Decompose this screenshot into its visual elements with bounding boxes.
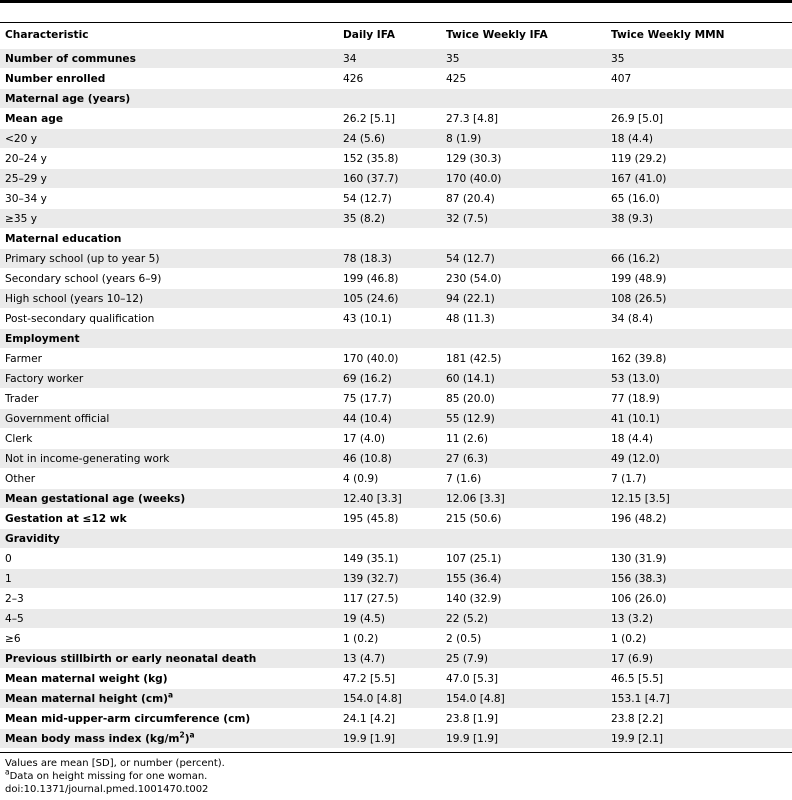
- table-row: [0, 328, 792, 348]
- row-label: [5, 332, 80, 346]
- row-label-text: Gravidity: [5, 533, 60, 545]
- row-label: [5, 192, 47, 206]
- row-label: [5, 432, 32, 446]
- twice-weekly-mmn-value: 41 (10.1): [611, 413, 660, 425]
- row-label-text: Maternal education: [5, 233, 122, 245]
- footnote-a-text: Data on height missing for one woman.: [9, 771, 208, 782]
- twice-weekly-mmn-value: 18 (4.4): [611, 433, 653, 445]
- daily-ifa-value: 43 (10.1): [343, 313, 392, 325]
- twice-weekly-mmn-value: 35: [611, 53, 625, 65]
- table-row: [0, 48, 792, 68]
- footnote-marker: a: [189, 730, 195, 740]
- row-label: [5, 152, 47, 166]
- row-label: [5, 212, 37, 226]
- twice-weekly-ifa-value: 23.8 [1.9]: [446, 713, 499, 725]
- daily-ifa-value: 4 (0.9): [343, 473, 379, 485]
- twice-weekly-mmn-value: 77 (18.9): [611, 393, 660, 405]
- row-label-text: 20–24 y: [5, 153, 47, 165]
- table-row: [0, 468, 792, 488]
- row-label-text: 30–34 y: [5, 193, 47, 205]
- twice-weekly-ifa-value: 54 (12.7): [446, 253, 495, 265]
- table-row: [0, 688, 792, 708]
- daily-ifa-value: 160 (37.7): [343, 173, 399, 185]
- twice-weekly-mmn-value: 65 (16.0): [611, 193, 660, 205]
- table-row: [0, 668, 792, 688]
- daily-ifa-value: 35 (8.2): [343, 213, 385, 225]
- table-row: [0, 708, 792, 728]
- twice-weekly-ifa-value: 8 (1.9): [446, 133, 482, 145]
- daily-ifa-value: 199 (46.8): [343, 273, 399, 285]
- row-label: [5, 632, 21, 646]
- twice-weekly-ifa-value: 19.9 [1.9]: [446, 733, 499, 745]
- header-daily-ifa: Daily IFA: [343, 29, 395, 41]
- table-row: [0, 548, 792, 568]
- daily-ifa-value: 117 (27.5): [343, 593, 399, 605]
- twice-weekly-ifa-value: 48 (11.3): [446, 313, 495, 325]
- row-label: [5, 552, 12, 566]
- table-row: [0, 488, 792, 508]
- twice-weekly-mmn-value: 130 (31.9): [611, 553, 667, 565]
- row-label-text: Government official: [5, 413, 110, 425]
- twice-weekly-ifa-value: 181 (42.5): [446, 353, 502, 365]
- row-label: [5, 292, 143, 306]
- daily-ifa-value: 34: [343, 53, 357, 65]
- row-label-text: Mean mid-upper-arm circumference (cm): [5, 713, 251, 725]
- row-label: [5, 612, 24, 626]
- row-label-text: Employment: [5, 333, 80, 345]
- twice-weekly-ifa-value: 94 (22.1): [446, 293, 495, 305]
- twice-weekly-mmn-value: 407: [611, 73, 632, 85]
- twice-weekly-ifa-value: 27.3 [4.8]: [446, 113, 499, 125]
- twice-weekly-ifa-value: 55 (12.9): [446, 413, 495, 425]
- twice-weekly-mmn-value: 46.5 [5.5]: [611, 673, 664, 685]
- row-label-text: Post-secondary qualification: [5, 313, 155, 325]
- row-label: [5, 232, 121, 246]
- twice-weekly-mmn-value: 12.15 [3.5]: [611, 493, 670, 505]
- row-label: [5, 592, 24, 606]
- twice-weekly-mmn-value: 7 (1.7): [611, 473, 647, 485]
- twice-weekly-mmn-value: 13 (3.2): [611, 613, 653, 625]
- twice-weekly-ifa-value: 155 (36.4): [446, 573, 502, 585]
- twice-weekly-ifa-value: 154.0 [4.8]: [446, 693, 505, 705]
- row-label: [5, 732, 195, 746]
- row-label-text: 1: [5, 573, 12, 585]
- daily-ifa-value: 44 (10.4): [343, 413, 392, 425]
- twice-weekly-mmn-value: 18 (4.4): [611, 133, 653, 145]
- table-row: [0, 148, 792, 168]
- row-label-text: Number of communes: [5, 53, 136, 65]
- row-label-text: Mean maternal weight (kg): [5, 673, 168, 685]
- twice-weekly-mmn-value: 1 (0.2): [611, 633, 647, 645]
- daily-ifa-value: 19.9 [1.9]: [343, 733, 396, 745]
- table-row: [0, 408, 792, 428]
- table-row: [0, 88, 792, 108]
- table-row: [0, 608, 792, 628]
- header-twice-weekly-mmn: Twice Weekly MMN: [611, 29, 725, 41]
- row-label-text: 0: [5, 553, 12, 565]
- twice-weekly-ifa-value: 27 (6.3): [446, 453, 488, 465]
- table-row: [0, 288, 792, 308]
- row-label-tail: ): [184, 733, 190, 745]
- daily-ifa-value: 152 (35.8): [343, 153, 399, 165]
- row-label-text: <20 y: [5, 133, 37, 145]
- row-label: [5, 352, 42, 366]
- table-row: [0, 108, 792, 128]
- daily-ifa-value: 170 (40.0): [343, 353, 399, 365]
- twice-weekly-ifa-value: 11 (2.6): [446, 433, 488, 445]
- daily-ifa-value: 47.2 [5.5]: [343, 673, 396, 685]
- twice-weekly-ifa-value: 87 (20.4): [446, 193, 495, 205]
- row-label: [5, 52, 136, 66]
- row-label-text: Primary school (up to year 5): [5, 253, 160, 265]
- row-label-text: Other: [5, 473, 36, 485]
- row-label-text: Number enrolled: [5, 73, 106, 85]
- table-row: [0, 188, 792, 208]
- row-label-text: Mean body mass index (kg/m: [5, 733, 180, 745]
- table-row: [0, 228, 792, 248]
- daily-ifa-value: 139 (32.7): [343, 573, 399, 585]
- daily-ifa-value: 54 (12.7): [343, 193, 392, 205]
- table-row: [0, 528, 792, 548]
- table-row: [0, 508, 792, 528]
- table-row: [0, 248, 792, 268]
- table-top-rule: [0, 0, 792, 3]
- twice-weekly-mmn-value: 53 (13.0): [611, 373, 660, 385]
- twice-weekly-mmn-value: 106 (26.0): [611, 593, 667, 605]
- daily-ifa-value: 78 (18.3): [343, 253, 392, 265]
- table-row: [0, 648, 792, 668]
- footnote-marker: a: [168, 690, 174, 700]
- row-label-text: Mean gestational age (weeks): [5, 493, 186, 505]
- table-header: [0, 23, 792, 48]
- table-row: [0, 68, 792, 88]
- row-label-text: Mean age: [5, 113, 64, 125]
- row-label-text: Secondary school (years 6–9): [5, 273, 162, 285]
- row-label-text: 2–3: [5, 593, 24, 605]
- table-footnotes: [5, 757, 225, 796]
- table-row: [0, 568, 792, 588]
- row-label-text: ≥35 y: [5, 213, 37, 225]
- row-label: [5, 492, 185, 506]
- twice-weekly-ifa-value: 129 (30.3): [446, 153, 502, 165]
- daily-ifa-value: 24.1 [4.2]: [343, 713, 396, 725]
- header-characteristic: Characteristic: [5, 29, 89, 41]
- twice-weekly-mmn-value: 199 (48.9): [611, 273, 667, 285]
- row-label-text: Maternal age (years): [5, 93, 131, 105]
- table-row: [0, 168, 792, 188]
- daily-ifa-value: 105 (24.6): [343, 293, 399, 305]
- row-label: [5, 692, 173, 706]
- footnote-doi: doi:10.1371/journal.pmed.1001470.t002: [5, 784, 209, 795]
- twice-weekly-ifa-value: 170 (40.0): [446, 173, 502, 185]
- table-body: [0, 48, 792, 748]
- twice-weekly-ifa-value: 7 (1.6): [446, 473, 482, 485]
- row-label: [5, 472, 35, 486]
- twice-weekly-ifa-value: 2 (0.5): [446, 633, 482, 645]
- row-label: [5, 272, 161, 286]
- daily-ifa-value: 149 (35.1): [343, 553, 399, 565]
- unit-superscript: 2: [179, 730, 185, 740]
- table-row: [0, 368, 792, 388]
- row-label-text: High school (years 10–12): [5, 293, 144, 305]
- twice-weekly-mmn-value: 153.1 [4.7]: [611, 693, 670, 705]
- row-label-text: Gestation at ≤12 wk: [5, 513, 127, 525]
- row-label: [5, 132, 37, 146]
- table-row: [0, 348, 792, 368]
- twice-weekly-ifa-value: 425: [446, 73, 467, 85]
- twice-weekly-mmn-value: 26.9 [5.0]: [611, 113, 664, 125]
- twice-weekly-mmn-value: 38 (9.3): [611, 213, 653, 225]
- daily-ifa-value: 12.40 [3.3]: [343, 493, 402, 505]
- row-label: [5, 672, 168, 686]
- twice-weekly-mmn-value: 49 (12.0): [611, 453, 660, 465]
- row-label-text: ≥6: [5, 633, 21, 645]
- table-row: [0, 588, 792, 608]
- daily-ifa-value: 1 (0.2): [343, 633, 379, 645]
- row-label: [5, 372, 83, 386]
- row-label-text: Mean maternal height (cm): [5, 693, 169, 705]
- twice-weekly-ifa-value: 35: [446, 53, 460, 65]
- daily-ifa-value: 195 (45.8): [343, 513, 399, 525]
- twice-weekly-ifa-value: 32 (7.5): [446, 213, 488, 225]
- daily-ifa-value: 154.0 [4.8]: [343, 693, 402, 705]
- table-row: [0, 388, 792, 408]
- row-label: [5, 512, 127, 526]
- table-row: [0, 208, 792, 228]
- twice-weekly-mmn-value: 167 (41.0): [611, 173, 667, 185]
- row-label: [5, 712, 250, 726]
- footnote-a-marker: a: [5, 767, 10, 777]
- row-label: [5, 392, 38, 406]
- twice-weekly-mmn-value: 34 (8.4): [611, 313, 653, 325]
- table-row: [0, 308, 792, 328]
- twice-weekly-ifa-value: 140 (32.9): [446, 593, 502, 605]
- twice-weekly-ifa-value: 25 (7.9): [446, 653, 488, 665]
- twice-weekly-ifa-value: 107 (25.1): [446, 553, 502, 565]
- row-label-text: Farmer: [5, 353, 42, 365]
- row-label-text: Clerk: [5, 433, 33, 445]
- row-label-text: 4–5: [5, 613, 24, 625]
- row-label-text: Factory worker: [5, 373, 84, 385]
- footnote-a: [5, 767, 225, 783]
- table-row: [0, 728, 792, 748]
- twice-weekly-ifa-value: 47.0 [5.3]: [446, 673, 499, 685]
- row-label: [5, 652, 256, 666]
- table-row: [0, 128, 792, 148]
- table-bottom-rule: [0, 752, 792, 753]
- daily-ifa-value: 426: [343, 73, 364, 85]
- twice-weekly-mmn-value: 17 (6.9): [611, 653, 653, 665]
- twice-weekly-mmn-value: 156 (38.3): [611, 573, 667, 585]
- footnote-values: Values are mean [SD], or number (percent).: [5, 758, 225, 769]
- daily-ifa-value: 46 (10.8): [343, 453, 392, 465]
- row-label-text: Not in income-generating work: [5, 453, 170, 465]
- daily-ifa-value: 24 (5.6): [343, 133, 385, 145]
- twice-weekly-ifa-value: 22 (5.2): [446, 613, 488, 625]
- twice-weekly-ifa-value: 215 (50.6): [446, 513, 502, 525]
- twice-weekly-ifa-value: 60 (14.1): [446, 373, 495, 385]
- daily-ifa-value: 26.2 [5.1]: [343, 113, 396, 125]
- twice-weekly-mmn-value: 23.8 [2.2]: [611, 713, 664, 725]
- row-label: [5, 412, 109, 426]
- table-row: [0, 628, 792, 648]
- row-label: [5, 92, 130, 106]
- table-row: [0, 428, 792, 448]
- row-label: [5, 312, 154, 326]
- row-label-text: Previous stillbirth or early neonatal death: [5, 653, 257, 665]
- row-label: [5, 532, 60, 546]
- row-label-text: 25–29 y: [5, 173, 47, 185]
- header-twice-weekly-ifa: Twice Weekly IFA: [446, 29, 548, 41]
- row-label: [5, 252, 159, 266]
- twice-weekly-mmn-value: 119 (29.2): [611, 153, 667, 165]
- daily-ifa-value: 13 (4.7): [343, 653, 385, 665]
- twice-weekly-mmn-value: 19.9 [2.1]: [611, 733, 664, 745]
- daily-ifa-value: 17 (4.0): [343, 433, 385, 445]
- twice-weekly-mmn-value: 108 (26.5): [611, 293, 667, 305]
- twice-weekly-ifa-value: 85 (20.0): [446, 393, 495, 405]
- table-row: [0, 268, 792, 288]
- row-label: [5, 572, 12, 586]
- row-label: [5, 112, 63, 126]
- daily-ifa-value: 69 (16.2): [343, 373, 392, 385]
- daily-ifa-value: 75 (17.7): [343, 393, 392, 405]
- twice-weekly-mmn-value: 196 (48.2): [611, 513, 667, 525]
- twice-weekly-mmn-value: 66 (16.2): [611, 253, 660, 265]
- row-label: [5, 452, 169, 466]
- twice-weekly-ifa-value: 12.06 [3.3]: [446, 493, 505, 505]
- twice-weekly-mmn-value: 162 (39.8): [611, 353, 667, 365]
- daily-ifa-value: 19 (4.5): [343, 613, 385, 625]
- row-label-text: Trader: [5, 393, 39, 405]
- row-label: [5, 172, 47, 186]
- twice-weekly-ifa-value: 230 (54.0): [446, 273, 502, 285]
- row-label: [5, 72, 105, 86]
- table-row: [0, 448, 792, 468]
